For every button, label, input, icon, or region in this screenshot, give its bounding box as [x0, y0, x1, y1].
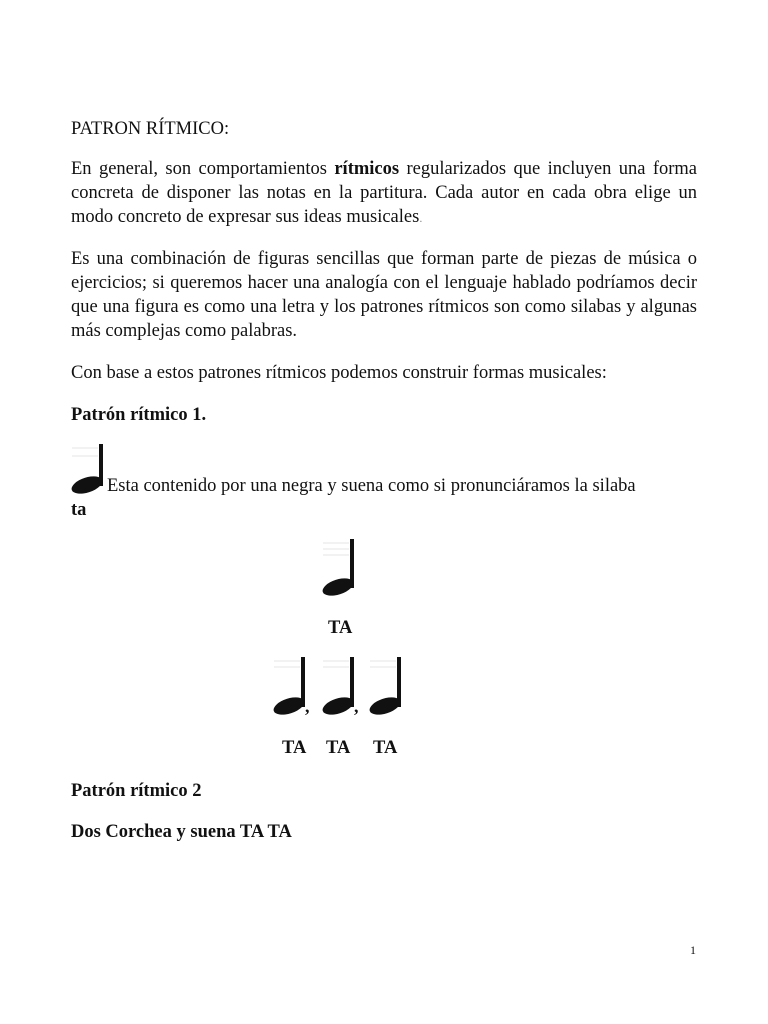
group-note-label: TA [326, 738, 351, 758]
pattern-2-title: Patrón rítmico 2 [71, 781, 202, 801]
paragraph-2: Es una combinación de figuras sencillas que forman parte de piezas de música o ejercicios; si queremos hacer una analogía con el lenguaje hablado podríamos decir que una figura es como una letra y los patrones rítmicos son como silabas y algunas más complejas como palabras. [71, 249, 697, 341]
group-note-label: TA [282, 738, 307, 758]
quarter-note-icon [368, 655, 404, 717]
heading-colon: : [224, 119, 230, 139]
pattern-2-description: Dos Corchea y suena TA TA [71, 822, 292, 842]
quarter-note-icon [272, 655, 308, 717]
quarter-note-icon [70, 442, 106, 494]
paragraph-3: Con base a estos patrones rítmicos podemos construir formas musicales: [71, 363, 607, 383]
paragraph-1-after: regularizados que incluyen una forma concreta de disponer las notas en la partitura. Cada autor en cada obra elige un modo concreto de expresar sus ideas musicales [71, 159, 697, 227]
heading-title: PATRON RÍTMICO [71, 119, 224, 139]
pattern-1-description: Esta contenido por una negra y suena como si pronunciáramos la silaba [107, 476, 636, 496]
quarter-note-icon [321, 537, 357, 597]
paragraph-1-bold: rítmicos [334, 159, 400, 179]
pattern-1-description-end: ta [71, 500, 87, 520]
single-note-label: TA [328, 618, 353, 638]
note-separator: , [354, 696, 359, 716]
group-note-label: TA [373, 738, 398, 758]
paragraph-1 [71, 157, 697, 230]
pattern-1-title: Patrón rítmico 1. [71, 405, 207, 425]
paragraph-1-end: . [419, 211, 423, 225]
page-number: 1 [690, 943, 696, 957]
paragraph-1-before: En general, son comportamientos [71, 159, 335, 179]
note-separator: , [305, 696, 310, 716]
section-heading [71, 117, 697, 141]
quarter-note-icon [321, 655, 357, 717]
